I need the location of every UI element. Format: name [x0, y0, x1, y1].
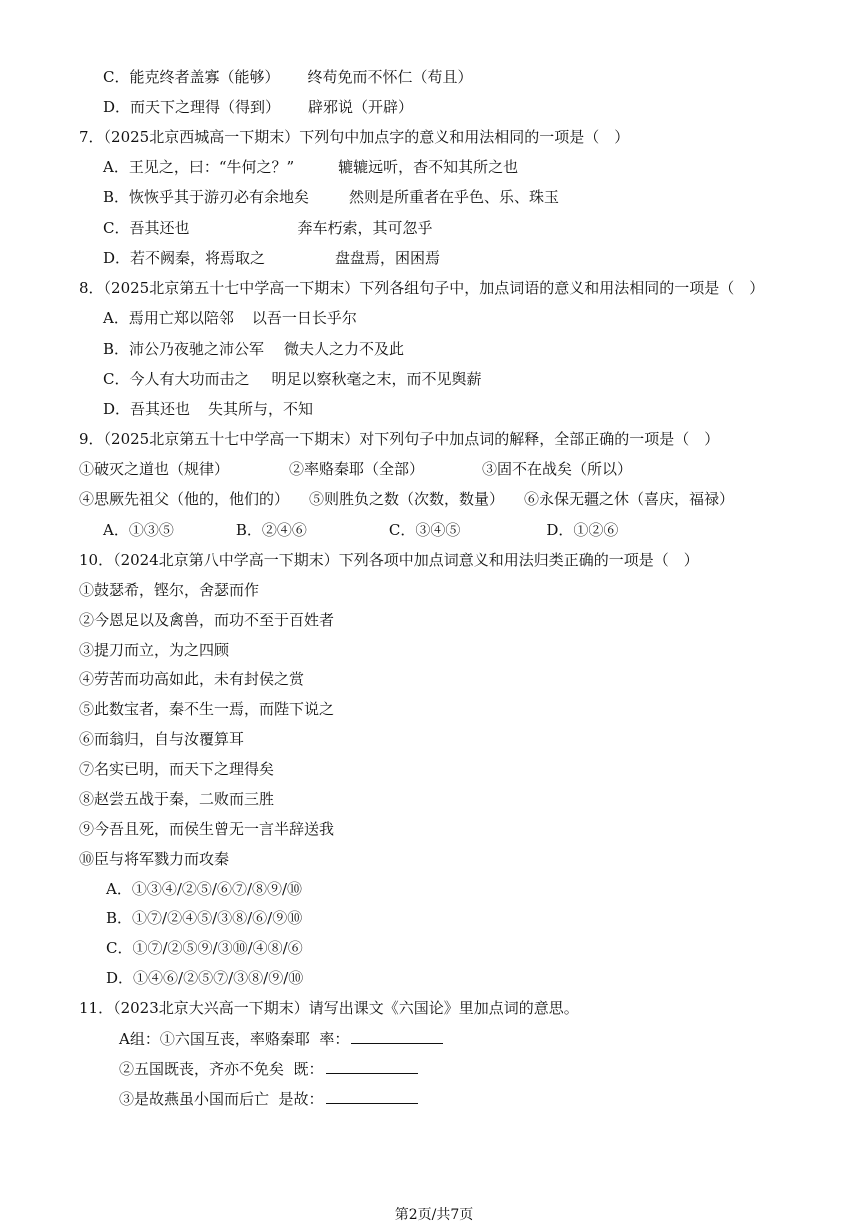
text-line	[79, 550, 699, 570]
text-segment: C．今人有大功而击之	[103, 370, 250, 388]
text-line	[103, 369, 482, 389]
text-line	[119, 1089, 418, 1109]
text-segment: A．①③⑤	[103, 521, 174, 539]
text-segment: 失其所与，不知	[208, 400, 314, 418]
text-segment: ⑥永保无疆之休（喜庆，福禄）	[524, 490, 735, 508]
text-segment: 微夫人之力不及此	[284, 340, 405, 358]
text-segment: B．恢恢乎其于游刃必有余地矣	[103, 188, 310, 206]
text-segment: C．吾其还也	[103, 219, 190, 237]
text-segment: B．①⑦/②④⑤/③⑧/⑥/⑨⑩	[106, 909, 303, 927]
text-line	[106, 879, 302, 899]
text-segment: ③是故燕虽小国而后亡 是故：	[119, 1090, 324, 1108]
text-line	[79, 819, 334, 839]
text-line	[79, 489, 734, 509]
text-line	[103, 97, 413, 117]
text-line	[106, 908, 302, 928]
text-segment: D．①②⑥	[546, 521, 619, 539]
text-line	[79, 640, 229, 660]
text-segment: 然则是所重者在乎色、乐、珠玉	[349, 188, 560, 206]
text-line	[79, 580, 259, 600]
text-line	[119, 1059, 418, 1079]
text-segment: D．①④⑥/②⑤⑦/③⑧/⑨/⑩	[106, 969, 304, 987]
text-line	[79, 459, 632, 479]
text-segment: C．③④⑤	[388, 521, 461, 539]
text-segment: ③固不在战矣（所以）	[482, 460, 633, 478]
text-line	[79, 789, 274, 809]
text-line	[103, 67, 473, 87]
text-segment: C．能克终者盖寡（能够）	[103, 68, 280, 86]
text-segment: 明足以察秋毫之末，而不见舆薪	[271, 370, 482, 388]
text-segment: 奔车朽索，其可忽乎	[297, 219, 433, 237]
text-line	[79, 849, 229, 869]
text-segment: 终苟免而不怀仁（苟且）	[307, 68, 473, 86]
text-segment: 辟邪说（开辟）	[308, 98, 414, 116]
text-line	[103, 157, 518, 177]
text-segment: 盘盘焉，困困焉	[335, 249, 441, 267]
text-segment: A．①③④/②⑤/⑥⑦/⑧⑨/⑩	[106, 880, 303, 898]
text-segment: ③提刀而立，为之四顾	[79, 641, 230, 659]
text-segment: 辘辘远听，杳不知其所之也	[338, 158, 519, 176]
text-line	[103, 218, 433, 238]
text-segment: A．焉用亡郑以陪邻	[103, 309, 234, 327]
text-segment: ⑤则胜负之数（次数，数量）	[309, 490, 505, 508]
text-segment: ④思厥先祖父（他的，他们的）	[79, 490, 290, 508]
text-segment: ②五国既丧，齐亦不免矣 既：	[119, 1060, 324, 1078]
text-segment: ④劳苦而功高如此，未有封侯之赏	[79, 670, 305, 688]
text-segment: 7．（2025北京西城高一下期末）下列句中加点字的意义和用法相同的一项是（ ）	[79, 128, 630, 146]
text-segment: ①鼓瑟希，铿尔，舍瑟而作	[79, 581, 260, 599]
text-line	[79, 669, 304, 689]
text-line	[79, 278, 764, 298]
text-line	[103, 308, 357, 328]
text-line	[79, 429, 719, 449]
text-segment: A．王见之，曰：“牛何之？”	[103, 158, 295, 176]
page-footer: 第2页/共7页	[394, 1207, 474, 1223]
text-line	[103, 399, 313, 419]
text-line	[106, 938, 303, 958]
text-segment: 以吾一日长乎尔	[251, 309, 357, 327]
text-line	[119, 1029, 443, 1049]
text-segment: ②今恩足以及禽兽，而功不至于百姓者	[79, 611, 335, 629]
answer-blank[interactable]	[326, 1089, 418, 1104]
text-line	[79, 699, 334, 719]
text-segment: 11．（2023北京大兴高一下期末）请写出课文《六国论》里加点词的意思。	[79, 999, 579, 1017]
text-segment: A组：①六国互丧，率赂秦耶 率：	[119, 1030, 350, 1048]
text-segment: 8．（2025北京第五十七中学高一下期末）下列各组句子中，加点词语的意义和用法相同的一项是（ ）	[79, 279, 765, 297]
text-line	[79, 729, 244, 749]
text-segment: D．吾其还也	[103, 400, 191, 418]
answer-blank[interactable]	[351, 1029, 443, 1044]
text-segment: B．沛公乃夜驰之沛公军	[103, 340, 265, 358]
text-line	[103, 520, 618, 540]
text-line	[79, 759, 274, 779]
text-segment: ⑧赵尝五战于秦，二败而三胜	[79, 790, 275, 808]
text-line	[103, 248, 440, 268]
answer-blank[interactable]	[326, 1059, 418, 1074]
text-segment: C．①⑦/②⑤⑨/③⑩/④⑧/⑥	[106, 939, 303, 957]
text-segment: ②率赂秦耶（全部）	[289, 460, 425, 478]
text-segment: ⑥而翁归，自与汝覆算耳	[79, 730, 245, 748]
text-segment: B．②④⑥	[235, 521, 307, 539]
text-line	[79, 610, 334, 630]
text-line	[106, 968, 303, 988]
text-segment: 10．（2024北京第八中学高一下期末）下列各项中加点词意义和用法归类正确的一项是（ ）	[79, 551, 699, 569]
text-segment: D．若不阙秦，将焉取之	[103, 249, 266, 267]
text-segment: D．而天下之理得（得到）	[103, 98, 281, 116]
text-line	[79, 127, 629, 147]
text-segment: ①破灭之道也（规律）	[79, 460, 230, 478]
text-segment: 9．（2025北京第五十七中学高一下期末）对下列句子中加点词的解释，全部正确的一项是（ ）	[79, 430, 720, 448]
text-segment: ⑤此数宝者，秦不生一焉，而陛下说之	[79, 700, 335, 718]
text-segment: ⑩臣与将军戮力而攻秦	[79, 850, 230, 868]
text-line	[103, 187, 559, 207]
text-segment: ⑦名实已明，而天下之理得矣	[79, 760, 275, 778]
text-line	[79, 998, 579, 1018]
text-segment: ⑨今吾且死，而侯生曾无一言半辞送我	[79, 820, 335, 838]
text-line	[103, 339, 404, 359]
